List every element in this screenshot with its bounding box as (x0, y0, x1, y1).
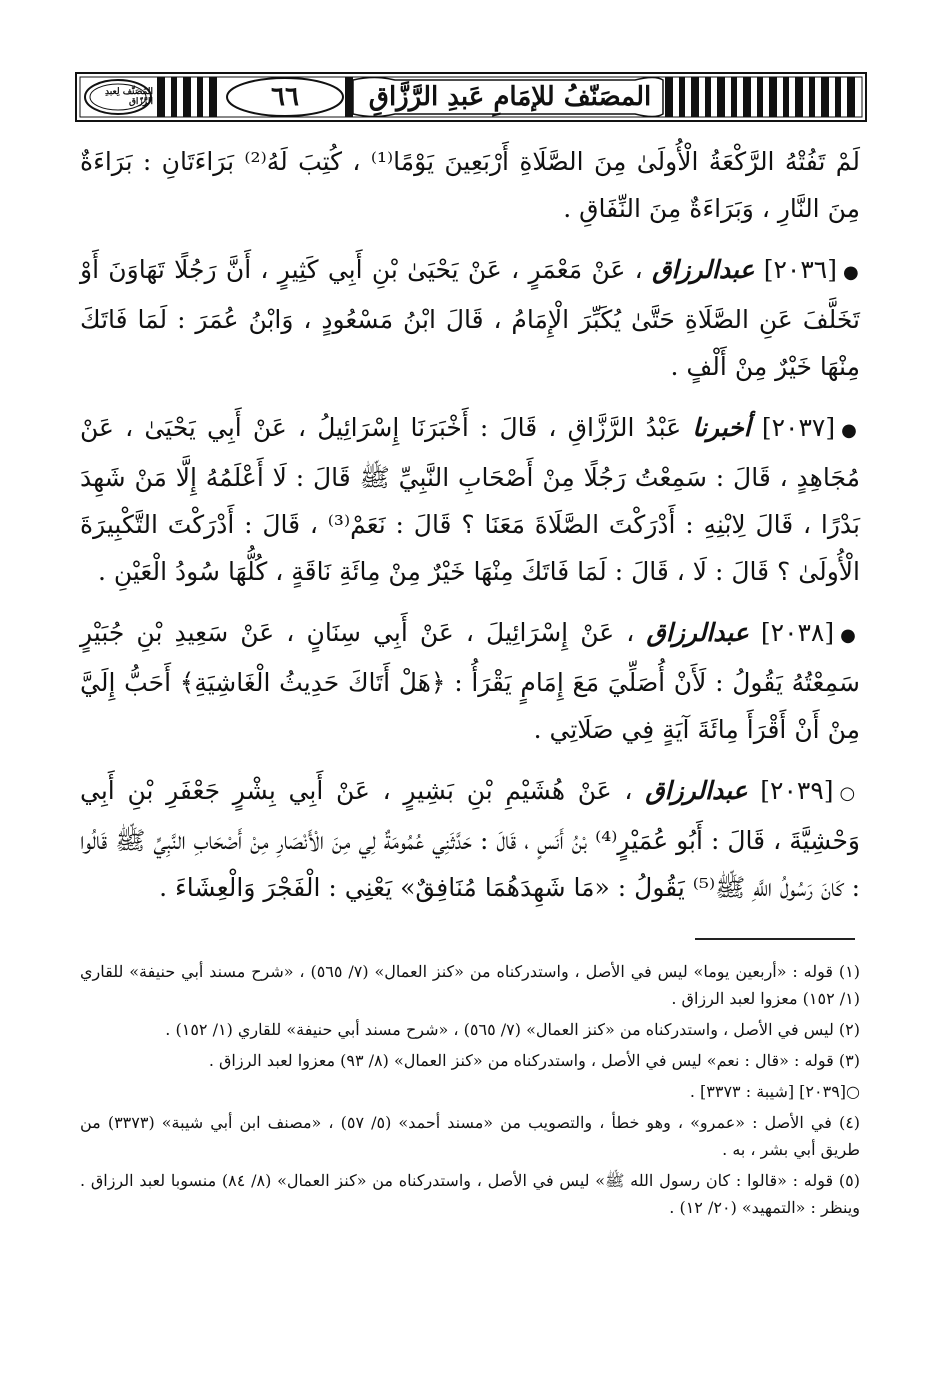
hadith-number: [٢٠٣٨] (760, 618, 835, 647)
paragraph-text: عَبْدُ الرَّزَّاقِ ، قَالَ : أَخْبَرَنَا إِسْرَائِيلُ ، عَنْ أَبِي يَحْيَىٰ ، عَنْ مُجَاهِدٍ ، قَالَ : سَمِعْتُ رَجُلًا مِنْ أَصْحَابِ النَّبِيِّ ﷺ قَالَ : لَا أَعْلَمُهُ إِلَّا مَنْ شَهِدَ بَدْرًا ، قَالَ لِابْنِهِ : أَدْرَكْتَ الصَّلَاةَ مَعَنَا ؟ قَالَ : نَعَمْ⁽³⁾ ، قَالَ : أَدْرَكْتَ التَّكْبِيرَةَ الْأُولَىٰ ؟ قَالَ : لَا ، قَالَ : لَمَا فَاتَكَ مِنْهَا خَيْرٌ مِنْ مِائَةِ نَاقَةٍ ، كُلُّهَا سُودُ الْعَيْنِ . (80, 413, 861, 586)
hadith-number: [٢٠٣٦] (763, 255, 837, 284)
book-title: المصَنّفُ للإمَامِ عَبدِ الرَّزَّاقِ (368, 82, 652, 112)
footnote-5: (٥) قوله : «قالوا : كان رسول الله ﷺ» ليس في الأصل ، واستدركناه من «كنز العمال» (٨/ ٨٤) منسوبا لعبد الرزاق . وينظر : «التمهيد» (٢٠/ ١٢) . (80, 1171, 861, 1217)
paragraph-text: ، عَنْ إِسْرَائِيلَ ، عَنْ أَبِي سِنَانٍ ، عَنْ سَعِيدِ بْنِ جُبَيْرٍ سَمِعْتُهُ يَقُولُ : لَأَنْ أُصَلِّيَ مَعَ إِمَامٍ يَقْرَأُ : ﴿هَلْ أَتَاكَ حَدِيثُ الْغَاشِيَةِ﴾ أَحَبُّ إِلَيَّ مِنْ أَنْ أَقْرَأَ مِائَةَ آيَةٍ فِي صَلَاتِي . (80, 618, 860, 744)
main-text (80, 138, 860, 925)
footnote-3: (٣) قوله : «قال : نعم» ليس في الأصل ، واستدركناه من «كنز العمال» (٨/ ٩٣) معزوا لعبد الرزاق . (208, 1051, 860, 1070)
hadith-2039 (80, 767, 860, 911)
footnote-separator (695, 938, 855, 940)
narrator-name: عبدالرزاق (646, 618, 749, 647)
bullet-marker: ● (840, 625, 860, 646)
hadith-number: [٢٠٣٧] (761, 413, 836, 442)
narrator-name: عبدالرزاق (652, 255, 755, 284)
footnote-source: ○[٢٠٣٩] [شيبة : ٣٣٧٣] . (689, 1082, 860, 1101)
circle-marker: ○ (839, 783, 860, 804)
hadith-continuation (80, 138, 860, 232)
paragraph-text: لَمْ تَفُتْهُ الرَّكْعَةُ الْأُولَىٰ مِنَ الصَّلَاةِ أَرْبَعِينَ يَوْمًا⁽¹⁾ ، كُتِبَ لَهُ⁽²⁾ بَرَاءَتَانِ : بَرَاءَةٌ مِنَ النَّارِ ، وَبَرَاءَةٌ مِنَ النِّفَاقِ . (80, 147, 861, 223)
page-number: ٦٦ (271, 82, 299, 112)
seal-text: المُصَنَّف لِعبدِ الرَّزّاق (105, 87, 153, 107)
hadith-number: [٢٠٣٩] (760, 776, 834, 805)
hadith-2037 (80, 404, 860, 595)
footnote-2: (٢) ليس في الأصل ، واستدركناه من «كنز العمال» (٧/ ٥٦٥) ، «شرح مسند أبي حنيفة» للقاري (١/ ١٥٢) . (165, 1020, 860, 1039)
footnotes (80, 958, 860, 1225)
hadith-2038 (80, 609, 860, 753)
bullet-marker: ● (841, 420, 860, 441)
narrator-name: أخبرنا (692, 413, 751, 442)
hadith-2036 (80, 246, 860, 390)
footnote-4: (٤) في الأصل : «عمرو» ، وهو خطأ ، والتصويب من «مسند أحمد» (٥/ ٥٧) ، «مصنف ابن أبي شيبة» (٣٣٧٣) من طريق أبي بشر ، به . (80, 1113, 861, 1159)
paragraph-text: ، عَنْ هُشَيْمِ بْنِ بَشِيرٍ ، عَنْ أَبِي بِشْرٍ جَعْفَرِ بْنِ أَبِي وَحْشِيَّةَ ، قَالَ : أَبُو عُمَيْرٍ⁽⁴⁾ بْنُ أَنَسٍ ، قَالَ : حَدَّثَنِي عُمُومَةٌ لِي مِنَ الْأَنْصَارِ مِنْ أَصْحَابِ النَّبِيِّ ﷺ قَالُوا : كَانَ رَسُولُ اللَّهِ ﷺ⁽⁵⁾ يَقُولُ : «مَا شَهِدَهُمَا مُنَافِقٌ» يَعْنِي : الْفَجْرَ وَالْعِشَاءَ . (80, 776, 860, 902)
footnote-1: (١) قوله : «أربعين يوما» ليس في الأصل ، واستدركناه من «كنز العمال» (٧/ ٥٦٥) ، «شرح مسند أبي حنيفة» للقاري (١/ ١٥٢) معزوا لعبد الرزاق . (80, 962, 860, 1008)
paragraph-text: ، عَنْ مَعْمَرٍ ، عَنْ يَحْيَىٰ بْنِ أَبِي كَثِيرٍ ، أَنَّ رَجُلًا تَهَاوَنَ أَوْ تَخَلَّفَ عَنِ الصَّلَاةِ حَتَّىٰ يُكَبِّرَ الْإِمَامُ ، قَالَ ابْنُ مَسْعُودٍ ، وَابْنُ عُمَرَ : لَمَا فَاتَكَ مِنْهَا خَيْرٌ مِنْ أَلْفٍ . (80, 255, 860, 381)
page-header (75, 72, 867, 122)
narrator-name: عبدالرزاق (645, 776, 748, 805)
bullet-marker: ● (842, 262, 861, 283)
